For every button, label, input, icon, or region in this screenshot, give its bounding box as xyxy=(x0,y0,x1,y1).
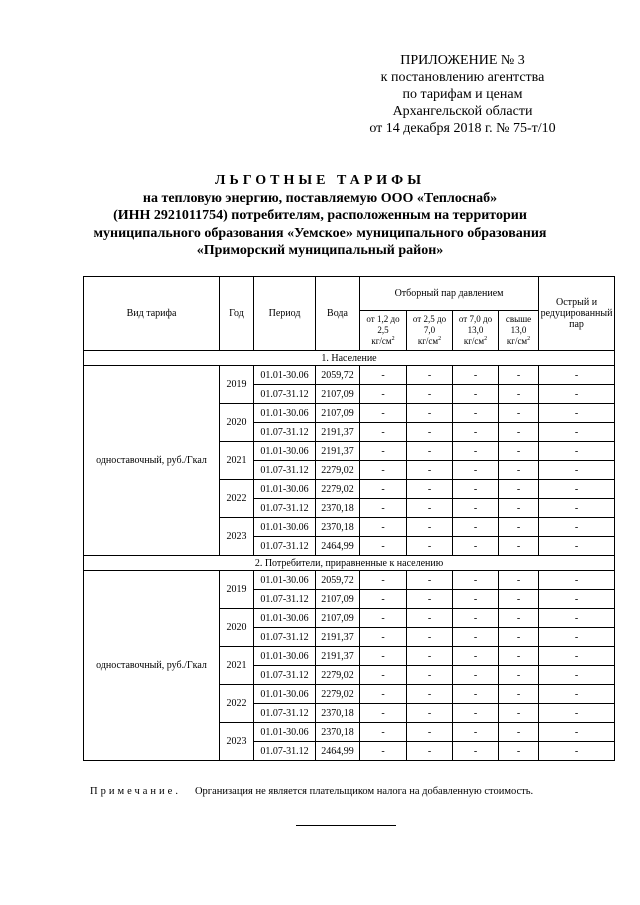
empty-value-cell: - xyxy=(453,366,499,385)
empty-value-cell: - xyxy=(360,499,407,518)
empty-value-cell: - xyxy=(539,666,615,685)
empty-value-cell: - xyxy=(539,461,615,480)
empty-value-cell: - xyxy=(499,685,539,704)
period-cell: 01.07-31.12 xyxy=(254,628,316,647)
empty-value-cell: - xyxy=(499,590,539,609)
empty-value-cell: - xyxy=(539,628,615,647)
header-pressure-4: свыше 13,0 $кг/см^2$ xyxy=(499,311,539,351)
empty-value-cell: - xyxy=(539,423,615,442)
empty-value-cell: - xyxy=(407,461,453,480)
empty-value-cell: - xyxy=(499,518,539,537)
empty-value-cell: - xyxy=(360,366,407,385)
empty-value-cell: - xyxy=(407,537,453,556)
water-value: 2191,37 xyxy=(316,423,360,442)
water-value: 2059,72 xyxy=(316,366,360,385)
year-cell: 2019 xyxy=(220,366,254,404)
water-value: 2191,37 xyxy=(316,628,360,647)
empty-value-cell: - xyxy=(360,480,407,499)
period-cell: 01.07-31.12 xyxy=(254,590,316,609)
period-cell: 01.01-30.06 xyxy=(254,723,316,742)
empty-value-cell: - xyxy=(499,537,539,556)
empty-value-cell: - xyxy=(499,480,539,499)
title-main: ЛЬГОТНЫЕ ТАРИФЫ xyxy=(215,173,425,188)
period-cell: 01.07-31.12 xyxy=(254,742,316,761)
appendix-ref-line: Архангельской области xyxy=(392,104,533,119)
empty-value-cell: - xyxy=(407,499,453,518)
water-value: 2107,09 xyxy=(316,609,360,628)
empty-value-cell: - xyxy=(407,571,453,590)
header-pressure-1: от 1,2 до 2,5 $кг/см^2$ xyxy=(360,311,407,351)
empty-value-cell: - xyxy=(539,499,615,518)
title-line: на тепловую энергию, поставляемую ООО «Теплоснаб» xyxy=(142,190,498,206)
empty-value-cell: - xyxy=(453,404,499,423)
year-cell: 2020 xyxy=(220,404,254,442)
header-year: Год xyxy=(220,277,254,351)
empty-value-cell: - xyxy=(453,518,499,537)
empty-value-cell: - xyxy=(499,704,539,723)
year-cell: 2022 xyxy=(220,480,254,518)
empty-value-cell: - xyxy=(499,647,539,666)
empty-value-cell: - xyxy=(539,647,615,666)
tariff-type: одноставочный, руб./Гкал xyxy=(84,571,220,761)
empty-value-cell: - xyxy=(539,571,615,590)
empty-value-cell: - xyxy=(360,537,407,556)
appendix-number: ПРИЛОЖЕНИЕ № 3 xyxy=(400,53,525,68)
empty-value-cell: - xyxy=(360,423,407,442)
empty-value-cell: - xyxy=(453,609,499,628)
note-text: Организация не является плательщиком налога на добавленную стоимость. xyxy=(194,786,534,797)
water-value: 2279,02 xyxy=(316,666,360,685)
empty-value-cell: - xyxy=(407,442,453,461)
water-value: 2059,72 xyxy=(316,571,360,590)
table-row xyxy=(84,571,615,590)
period-cell: 01.01-30.06 xyxy=(254,366,316,385)
empty-value-cell: - xyxy=(360,666,407,685)
empty-value-cell: - xyxy=(539,590,615,609)
empty-value-cell: - xyxy=(539,385,615,404)
period-cell: 01.07-31.12 xyxy=(254,537,316,556)
period-cell: 01.07-31.12 xyxy=(254,461,316,480)
period-cell: 01.01-30.06 xyxy=(254,518,316,537)
appendix-date: от 14 декабря 2018 г. № 75-т/10 xyxy=(369,121,556,136)
empty-value-cell: - xyxy=(453,647,499,666)
empty-value-cell: - xyxy=(407,366,453,385)
empty-value-cell: - xyxy=(453,723,499,742)
water-value: 2279,02 xyxy=(316,461,360,480)
year-cell: 2021 xyxy=(220,647,254,685)
section-title: 1. Население xyxy=(84,351,615,366)
empty-value-cell: - xyxy=(539,685,615,704)
year-cell: 2021 xyxy=(220,442,254,480)
empty-value-cell: - xyxy=(539,518,615,537)
empty-value-cell: - xyxy=(499,628,539,647)
tariff-table xyxy=(83,276,615,761)
year-cell: 2019 xyxy=(220,571,254,609)
empty-value-cell: - xyxy=(407,647,453,666)
year-cell: 2020 xyxy=(220,609,254,647)
water-value: 2464,99 xyxy=(316,537,360,556)
empty-value-cell: - xyxy=(360,628,407,647)
empty-value-cell: - xyxy=(407,609,453,628)
title-line: «Приморский муниципальный район» xyxy=(196,243,444,258)
empty-value-cell: - xyxy=(407,518,453,537)
empty-value-cell: - xyxy=(539,366,615,385)
table-row xyxy=(84,366,615,385)
empty-value-cell: - xyxy=(360,742,407,761)
empty-value-cell: - xyxy=(453,499,499,518)
empty-value-cell: - xyxy=(407,590,453,609)
empty-value-cell: - xyxy=(539,537,615,556)
empty-value-cell: - xyxy=(453,571,499,590)
empty-value-cell: - xyxy=(360,518,407,537)
empty-value-cell: - xyxy=(407,742,453,761)
empty-value-cell: - xyxy=(453,666,499,685)
empty-value-cell: - xyxy=(453,685,499,704)
empty-value-cell: - xyxy=(407,423,453,442)
title-line: муниципального образования «Уемское» муниципального образования xyxy=(93,225,547,241)
empty-value-cell: - xyxy=(360,404,407,423)
empty-value-cell: - xyxy=(499,571,539,590)
water-value: 2370,18 xyxy=(316,499,360,518)
header-period: Период xyxy=(254,277,316,351)
empty-value-cell: - xyxy=(453,628,499,647)
water-value: 2370,18 xyxy=(316,518,360,537)
header-steam: Отборный пар давлением xyxy=(360,277,539,311)
section-title: 2. Потребители, приравненные к населению xyxy=(84,556,615,571)
period-cell: 01.01-30.06 xyxy=(254,647,316,666)
empty-value-cell: - xyxy=(407,385,453,404)
empty-value-cell: - xyxy=(360,590,407,609)
empty-value-cell: - xyxy=(499,609,539,628)
empty-value-cell: - xyxy=(360,461,407,480)
water-value: 2191,37 xyxy=(316,647,360,666)
empty-value-cell: - xyxy=(360,442,407,461)
period-cell: 01.01-30.06 xyxy=(254,480,316,499)
empty-value-cell: - xyxy=(499,385,539,404)
water-value: 2191,37 xyxy=(316,442,360,461)
empty-value-cell: - xyxy=(453,537,499,556)
title-line: (ИНН 2921011754) потребителям, расположенным на территории xyxy=(113,208,527,223)
document-title xyxy=(70,172,570,260)
period-cell: 01.07-31.12 xyxy=(254,666,316,685)
header-water: Вода xyxy=(316,277,360,351)
header-vid: Вид тарифа xyxy=(84,277,220,351)
period-cell: 01.01-30.06 xyxy=(254,571,316,590)
period-cell: 01.07-31.12 xyxy=(254,499,316,518)
empty-value-cell: - xyxy=(499,723,539,742)
empty-value-cell: - xyxy=(539,609,615,628)
empty-value-cell: - xyxy=(539,723,615,742)
empty-value-cell: - xyxy=(499,423,539,442)
empty-value-cell: - xyxy=(453,461,499,480)
appendix-ref-line: по тарифам и ценам xyxy=(402,87,523,102)
empty-value-cell: - xyxy=(539,480,615,499)
year-cell: 2023 xyxy=(220,723,254,761)
empty-value-cell: - xyxy=(407,685,453,704)
section-row xyxy=(84,556,615,571)
water-value: 2107,09 xyxy=(316,385,360,404)
empty-value-cell: - xyxy=(360,385,407,404)
empty-value-cell: - xyxy=(539,442,615,461)
water-value: 2279,02 xyxy=(316,685,360,704)
period-cell: 01.07-31.12 xyxy=(254,385,316,404)
section-row xyxy=(84,351,615,366)
note-label: Примечание. xyxy=(90,786,181,797)
header-pressure-2: от 2,5 до 7,0 $кг/см^2$ xyxy=(407,311,453,351)
empty-value-cell: - xyxy=(453,423,499,442)
empty-value-cell: - xyxy=(407,704,453,723)
period-cell: 01.01-30.06 xyxy=(254,442,316,461)
period-cell: 01.07-31.12 xyxy=(254,704,316,723)
empty-value-cell: - xyxy=(360,723,407,742)
empty-value-cell: - xyxy=(360,609,407,628)
empty-value-cell: - xyxy=(499,442,539,461)
period-cell: 01.07-31.12 xyxy=(254,423,316,442)
signature-line xyxy=(296,825,396,826)
empty-value-cell: - xyxy=(499,404,539,423)
water-value: 2279,02 xyxy=(316,480,360,499)
empty-value-cell: - xyxy=(407,480,453,499)
empty-value-cell: - xyxy=(453,442,499,461)
empty-value-cell: - xyxy=(360,647,407,666)
empty-value-cell: - xyxy=(499,499,539,518)
water-value: 2107,09 xyxy=(316,590,360,609)
year-cell: 2023 xyxy=(220,518,254,556)
empty-value-cell: - xyxy=(499,666,539,685)
empty-value-cell: - xyxy=(539,704,615,723)
empty-value-cell: - xyxy=(453,480,499,499)
empty-value-cell: - xyxy=(453,704,499,723)
tariff-type: одноставочный, руб./Гкал xyxy=(84,366,220,556)
empty-value-cell: - xyxy=(407,404,453,423)
empty-value-cell: - xyxy=(453,742,499,761)
year-cell: 2022 xyxy=(220,685,254,723)
empty-value-cell: - xyxy=(499,742,539,761)
empty-value-cell: - xyxy=(539,404,615,423)
header-pressure-3: от 7,0 до 13,0 $кг/см^2$ xyxy=(453,311,499,351)
appendix-ref-line: к постановлению агентства xyxy=(380,70,545,85)
empty-value-cell: - xyxy=(407,628,453,647)
empty-value-cell: - xyxy=(499,461,539,480)
note xyxy=(90,786,620,797)
water-value: 2464,99 xyxy=(316,742,360,761)
empty-value-cell: - xyxy=(499,366,539,385)
water-value: 2107,09 xyxy=(316,404,360,423)
empty-value-cell: - xyxy=(360,704,407,723)
empty-value-cell: - xyxy=(453,590,499,609)
empty-value-cell: - xyxy=(360,571,407,590)
water-value: 2370,18 xyxy=(316,723,360,742)
empty-value-cell: - xyxy=(407,666,453,685)
empty-value-cell: - xyxy=(539,742,615,761)
empty-value-cell: - xyxy=(407,723,453,742)
header-sharp-steam: Острый и редуцированный пар xyxy=(539,277,615,351)
appendix-header xyxy=(335,52,590,137)
period-cell: 01.01-30.06 xyxy=(254,685,316,704)
empty-value-cell: - xyxy=(453,385,499,404)
water-value: 2370,18 xyxy=(316,704,360,723)
period-cell: 01.01-30.06 xyxy=(254,609,316,628)
period-cell: 01.01-30.06 xyxy=(254,404,316,423)
empty-value-cell: - xyxy=(360,685,407,704)
